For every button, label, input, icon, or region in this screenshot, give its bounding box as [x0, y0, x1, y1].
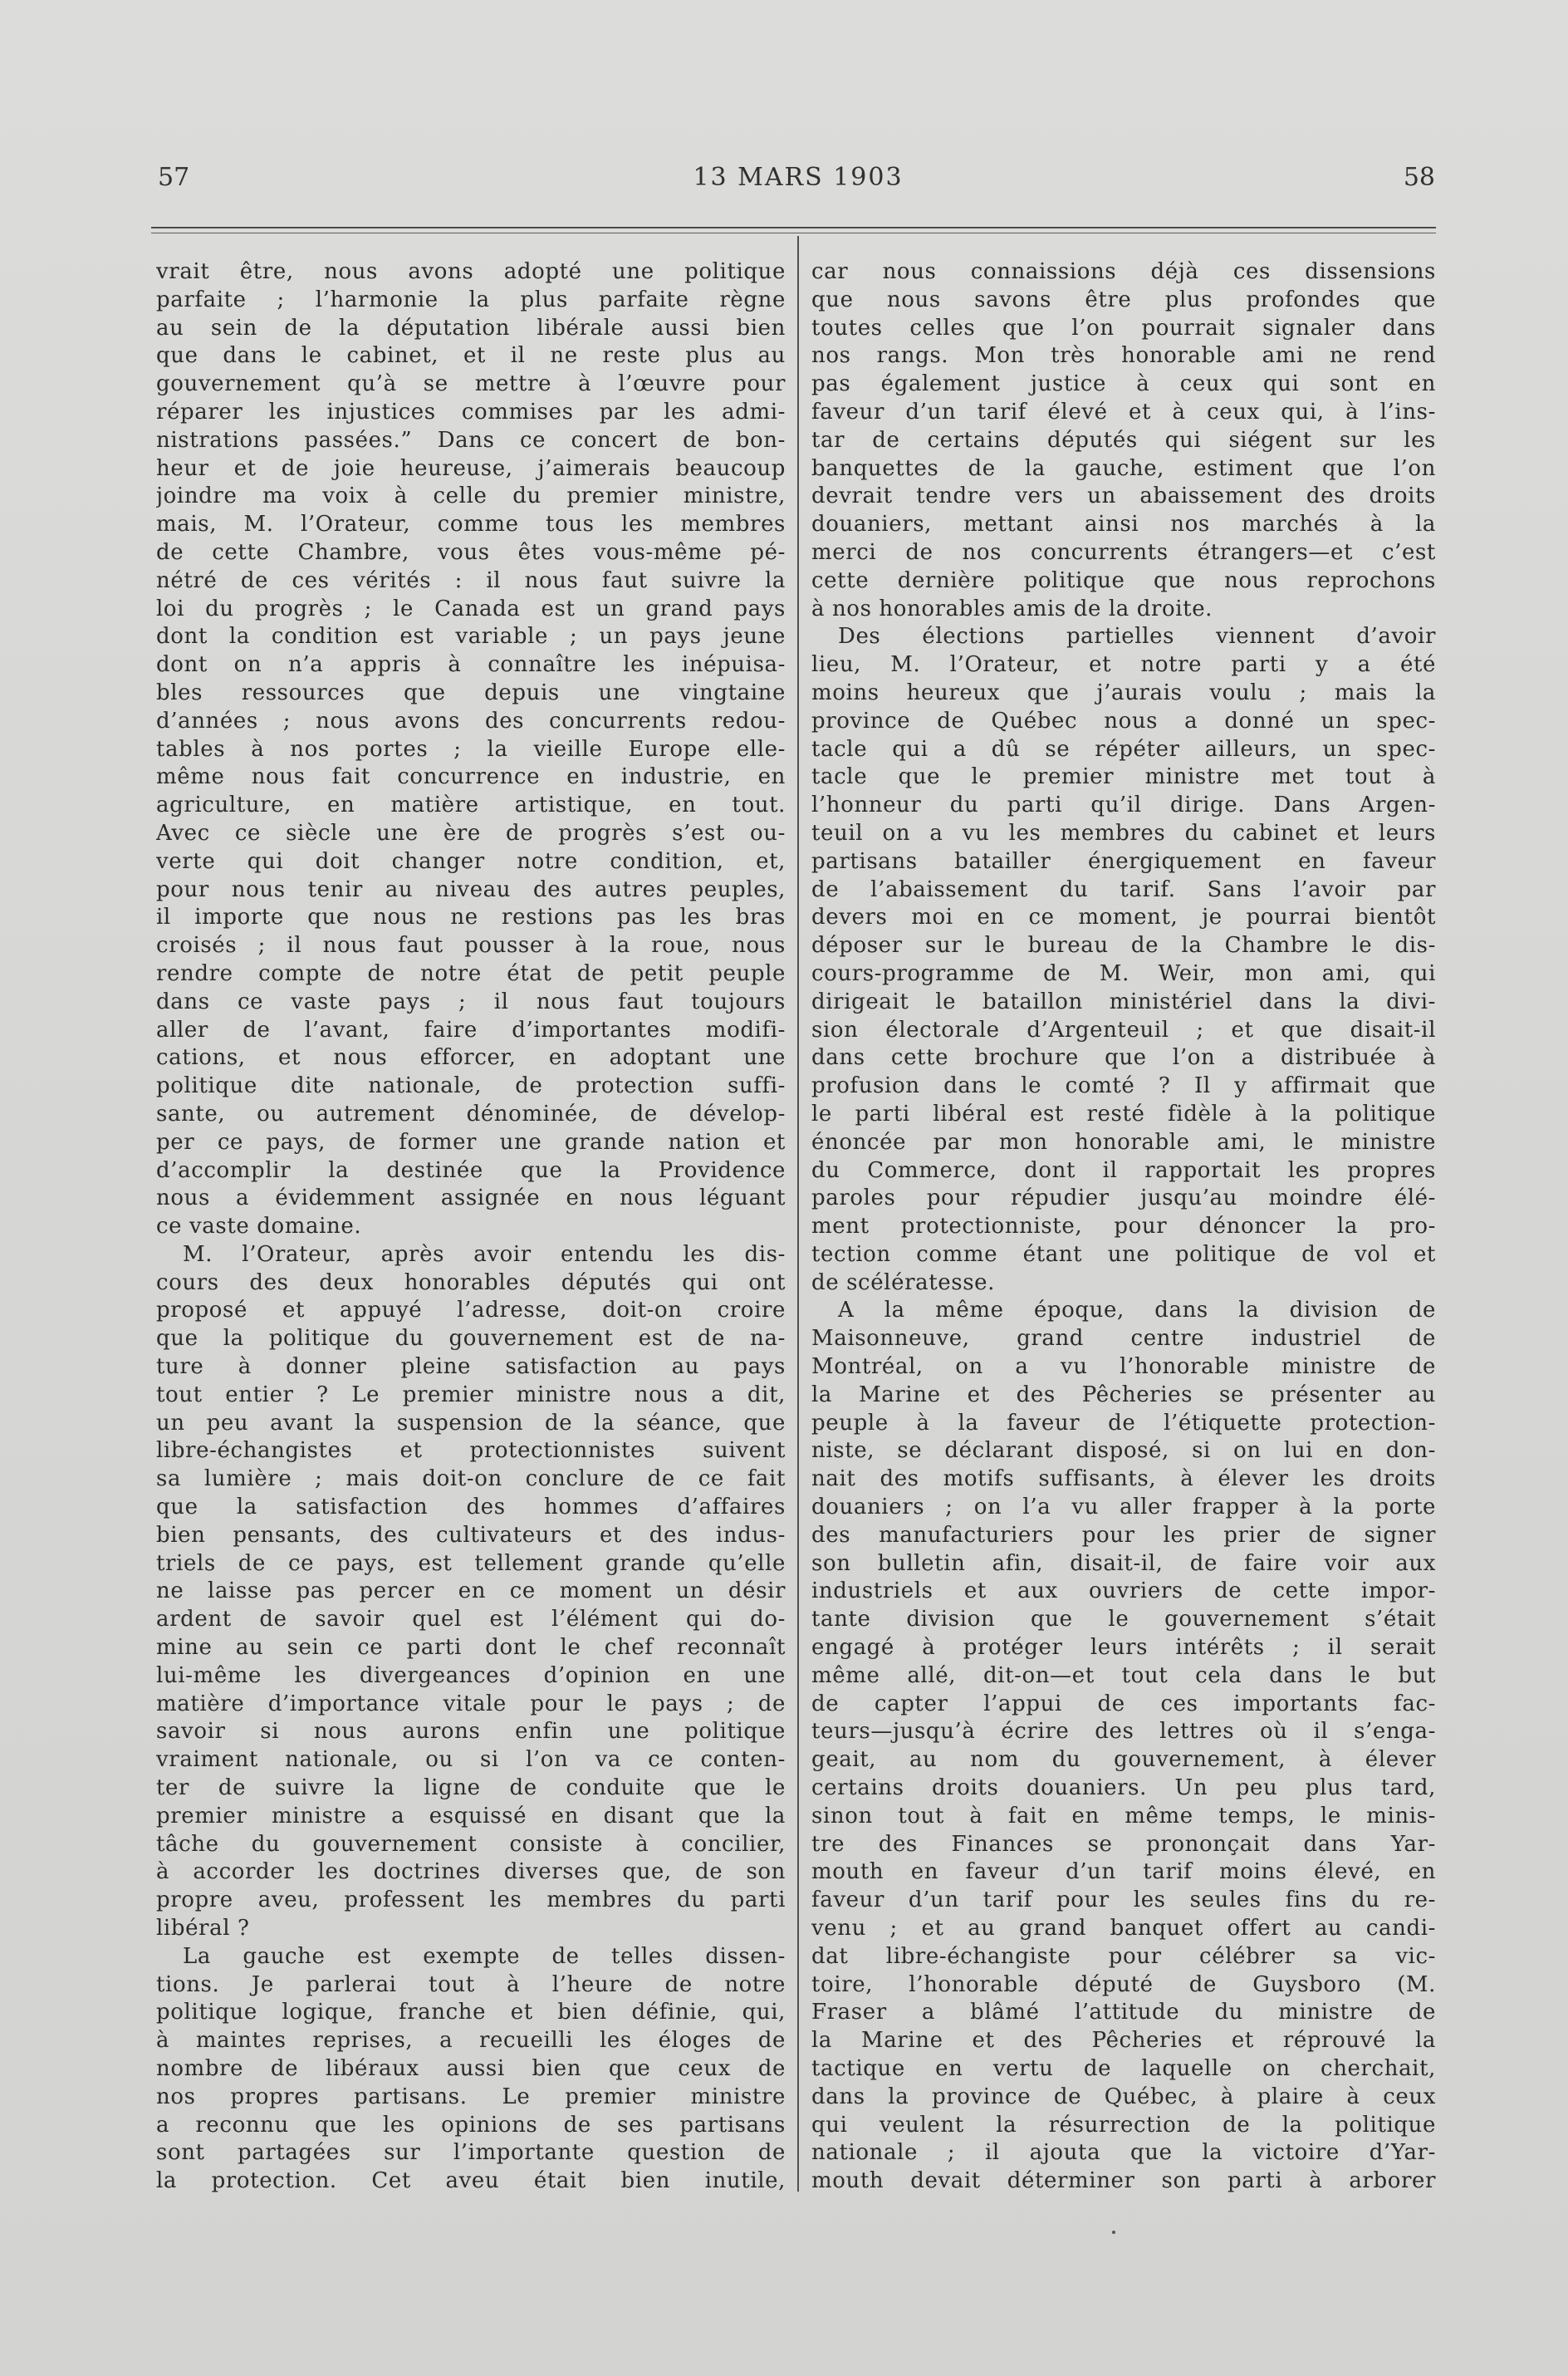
- text-line: de l’abaissement du tarif. Sans l’avoir par: [811, 876, 1436, 902]
- text-line: teurs—jusqu’à écrire des lettres où il s’enga-: [811, 1719, 1436, 1745]
- text-line: profusion dans le comté ? Il y affirmait que: [811, 1073, 1436, 1099]
- text-line: propre aveu, professent les membres du parti: [156, 1888, 786, 1913]
- text-line: bien pensants, des cultivateurs et des indus-: [156, 1522, 786, 1548]
- text-line: déposer sur le bureau de la Chambre le dis-: [811, 933, 1436, 959]
- text-line: tacle qui a dû se répéter ailleurs, un spec-: [811, 736, 1436, 762]
- text-line: geait, au nom du gouvernement, à élever: [811, 1747, 1436, 1773]
- text-line: mais, M. l’Orateur, comme tous les membres: [156, 512, 786, 538]
- text-line: le parti libéral est resté fidèle à la politique: [811, 1101, 1436, 1127]
- text-line: joindre ma voix à celle du premier ministre,: [156, 484, 786, 509]
- text-line: un peu avant la suspension de la séance, que: [156, 1410, 786, 1436]
- paragraph: [156, 1943, 786, 2196]
- text-line: nous a évidemment assignée en nous léguant: [156, 1186, 786, 1211]
- text-line: engagé à protéger leurs intérêts ; il serait: [811, 1635, 1436, 1661]
- text-line: tactique en vertu de laquelle on cherchait,: [811, 2056, 1436, 2081]
- text-line: il importe que nous ne restions pas les bras: [156, 905, 786, 930]
- text-line: toire, l’honorable député de Guysboro (M.: [811, 1971, 1436, 1997]
- text-line: dans ce vaste pays ; il nous faut toujours: [156, 989, 786, 1014]
- text-line: cations, et nous efforcer, en adoptant une: [156, 1045, 786, 1071]
- text-line: moins heureux que j’aurais voulu ; mais la: [811, 680, 1436, 705]
- text-line: toutes celles que l’on pourrait signaler dans: [811, 315, 1436, 341]
- text-line: vrait être, nous avons adopté une politique: [156, 259, 786, 284]
- text-line: a reconnu que les opinions de ses partisans: [156, 2112, 786, 2138]
- text-line: pas également justice à ceux qui sont en: [811, 371, 1436, 397]
- text-line: que dans le cabinet, et il ne reste plus au: [156, 343, 786, 369]
- text-line: devrait tendre vers un abaissement des droits: [811, 484, 1436, 509]
- text-line: la protection. Cet aveu était bien inutile,: [156, 2168, 786, 2194]
- text-line: aller de l’avant, faire d’importantes modifi-: [156, 1017, 786, 1043]
- text-line: mouth devait déterminer son parti à arborer: [811, 2168, 1436, 2194]
- text-line: M. l’Orateur, après avoir entendu les dis-: [183, 1241, 786, 1267]
- right-column: [811, 258, 1436, 2196]
- text-line: venu ; et au grand banquet offert au candi-: [811, 1916, 1436, 1942]
- text-line: cette dernière politique que nous reprochons: [811, 567, 1436, 593]
- text-line: nos rangs. Mon très honorable ami ne rend: [811, 343, 1436, 369]
- paragraph: [811, 623, 1436, 1297]
- text-line: ne laisse pas percer en ce moment un désir: [156, 1578, 786, 1604]
- text-line: lieu, M. l’Orateur, et notre parti y a été: [811, 652, 1436, 678]
- text-line: per ce pays, de former une grande nation et: [156, 1129, 786, 1155]
- text-line: parfaite ; l’harmonie la plus parfaite règne: [156, 287, 786, 312]
- text-line: savoir si nous aurons enfin une politique: [156, 1719, 786, 1745]
- text-line: libre-échangistes et protectionnistes suivent: [156, 1438, 786, 1464]
- header-rule-top: [151, 227, 1436, 228]
- text-line: tante division que le gouvernement s’était: [811, 1607, 1436, 1632]
- page-date-header: 13 MARS 1903: [693, 163, 904, 192]
- text-line: ce vaste domaine.: [156, 1214, 362, 1240]
- text-line: à accorder les doctrines diverses que, de son: [156, 1859, 786, 1885]
- column-divider: [797, 236, 799, 2192]
- text-line: niste, se déclarant disposé, si on lui en don-: [811, 1438, 1436, 1464]
- text-line: Des élections partielles viennent d’avoir: [838, 624, 1436, 650]
- text-line: douaniers ; on l’a vu aller frapper à la porte: [811, 1495, 1436, 1520]
- text-line: ment protectionniste, pour dénoncer la pro-: [811, 1214, 1436, 1240]
- text-line: ardent de savoir quel est l’élément qui do-: [156, 1607, 786, 1632]
- text-line: tions. Je parlerai tout à l’heure de notre: [156, 1971, 786, 1997]
- text-line: mouth en faveur d’un tarif moins élevé, en: [811, 1859, 1436, 1885]
- text-line: tables à nos portes ; la vieille Europe elle-: [156, 736, 786, 762]
- text-line: cours des deux honorables députés qui ont: [156, 1269, 786, 1295]
- text-line: tre des Finances se prononçait dans Yar-: [811, 1831, 1436, 1857]
- text-line: bles ressources que depuis une vingtaine: [156, 680, 786, 705]
- text-line: province de Québec nous a donné un spec-: [811, 708, 1436, 734]
- text-line: sont partagées sur l’importante question de: [156, 2140, 786, 2166]
- text-line: nombre de libéraux aussi bien que ceux de: [156, 2056, 786, 2081]
- text-line: tection comme étant une politique de vol et: [811, 1241, 1436, 1267]
- text-line: que la satisfaction des hommes d’affaires: [156, 1495, 786, 1520]
- text-line: que nous savons être plus profondes que: [811, 287, 1436, 312]
- text-line: au sein de la députation libérale aussi bien: [156, 315, 786, 341]
- text-line: du Commerce, dont il rapportait les propres: [811, 1157, 1436, 1183]
- text-line: dont la condition est variable ; un pays jeune: [156, 624, 786, 650]
- paragraph: [811, 1297, 1436, 2196]
- text-line: gouvernement qu’à se mettre à l’œuvre pour: [156, 371, 786, 397]
- text-line: agriculture, en matière artistique, en tout.: [156, 793, 786, 818]
- text-line: de cette Chambre, vous êtes vous-même pé-: [156, 539, 786, 565]
- text-line: la Marine et des Pêcheries se présenter au: [811, 1382, 1436, 1407]
- text-line: premier ministre a esquissé en disant que la: [156, 1803, 786, 1829]
- text-line: énoncée par mon honorable ami, le ministre: [811, 1129, 1436, 1155]
- text-line: même allé, dit-on—et tout cela dans le but: [811, 1662, 1436, 1688]
- text-line: des manufacturiers pour les prier de signer: [811, 1522, 1436, 1548]
- text-line: nationale ; il ajouta que la victoire d’Yar-: [811, 2140, 1436, 2166]
- text-line: nos propres partisans. Le premier ministre: [156, 2084, 786, 2109]
- text-line: à maintes reprises, a recueilli les éloges de: [156, 2028, 786, 2054]
- text-line: devers moi en ce moment, je pourrai bientôt: [811, 905, 1436, 930]
- text-line: loi du progrès ; le Canada est un grand pays: [156, 596, 786, 621]
- text-line: ture à donner pleine satisfaction au pays: [156, 1354, 786, 1380]
- text-line: lui-même les divergeances d’opinion en une: [156, 1662, 786, 1688]
- text-line: industriels et aux ouvriers de cette impor-: [811, 1578, 1436, 1604]
- text-line: cours-programme de M. Weir, mon ami, qui: [811, 960, 1436, 986]
- text-line: partisans batailler énergiquement en faveur: [811, 848, 1436, 874]
- text-line: matière d’importance vitale pour le pays ; de: [156, 1691, 786, 1716]
- text-line: banquettes de la gauche, estiment que l’on: [811, 455, 1436, 481]
- text-line: nait des motifs suffisants, à élever les droits: [811, 1466, 1436, 1492]
- text-line: mine au sein ce parti dont le chef reconnaît: [156, 1635, 786, 1661]
- text-line: A la même époque, dans la division de: [838, 1298, 1436, 1323]
- text-line: faveur d’un tarif pour les seules fins du re-: [811, 1888, 1436, 1913]
- text-line: la Marine et des Pêcheries et réprouvé la: [811, 2028, 1436, 2054]
- text-line: dans la province de Québec, à plaire à ceux: [811, 2084, 1436, 2109]
- text-line: politique dite nationale, de protection suffi-: [156, 1073, 786, 1099]
- text-line: tout entier ? Le premier ministre nous a dit,: [156, 1382, 786, 1407]
- text-line: proposé et appuyé l’adresse, doit-on croire: [156, 1298, 786, 1323]
- paragraph: [811, 258, 1436, 623]
- text-line: Avec ce siècle une ère de progrès s’est ou-: [156, 820, 786, 846]
- text-line: dans cette brochure que l’on a distribuée à: [811, 1045, 1436, 1071]
- text-line: sinon tout à fait en même temps, le minis-: [811, 1803, 1436, 1829]
- text-line: l’honneur du parti qu’il dirige. Dans Argen-: [811, 793, 1436, 818]
- text-line: heur et de joie heureuse, j’aimerais beaucoup: [156, 455, 786, 481]
- text-line: triels de ce pays, est tellement grande qu’elle: [156, 1550, 786, 1576]
- left-column: [156, 258, 786, 2196]
- text-line: vraiment nationale, ou si l’on va ce conten-: [156, 1747, 786, 1773]
- text-line: Maisonneuve, grand centre industriel de: [811, 1326, 1436, 1352]
- text-line: sante, ou autrement dénominée, de dévelop-: [156, 1101, 786, 1127]
- print-speck: [1112, 2231, 1115, 2234]
- text-line: d’années ; nous avons des concurrents redou-: [156, 708, 786, 734]
- text-line: de scélératesse.: [811, 1269, 995, 1295]
- paragraph: [156, 1241, 786, 1943]
- text-line: Montréal, on a vu l’honorable ministre de: [811, 1354, 1436, 1380]
- text-line: sion électorale d’Argenteuil ; et que disait-il: [811, 1017, 1436, 1043]
- text-line: tâche du gouvernement consiste à concilier,: [156, 1831, 786, 1857]
- text-line: merci de nos concurrents étrangers—et c’est: [811, 539, 1436, 565]
- text-line: La gauche est exempte de telles dissen-: [183, 1943, 786, 1969]
- text-line: nétré de ces vérités : il nous faut suivre la: [156, 567, 786, 593]
- text-line: libéral ?: [156, 1916, 250, 1942]
- text-line: teuil on a vu les membres du cabinet et leurs: [811, 820, 1436, 846]
- text-line: son bulletin afin, disait-il, de faire voir aux: [811, 1550, 1436, 1576]
- text-line: faveur d’un tarif élevé et à ceux qui, à l’ins-: [811, 399, 1436, 425]
- text-line: que la politique du gouvernement est de na-: [156, 1326, 786, 1352]
- text-line: dat libre-échangiste pour célébrer sa vic-: [811, 1943, 1436, 1969]
- text-line: d’accomplir la destinée que la Providence: [156, 1157, 786, 1183]
- text-line: à nos honorables amis de la droite.: [811, 596, 1213, 621]
- text-line: verte qui doit changer notre condition, et,: [156, 848, 786, 874]
- text-line: tacle que le premier ministre met tout à: [811, 764, 1436, 790]
- text-line: pour nous tenir au niveau des autres peuples,: [156, 876, 786, 902]
- text-line: politique logique, franche et bien définie, qui,: [156, 2000, 786, 2025]
- text-line: certains droits douaniers. Un peu plus tard,: [811, 1775, 1436, 1801]
- text-line: même nous fait concurrence en industrie, en: [156, 764, 786, 790]
- text-line: qui veulent la résurrection de la politique: [811, 2112, 1436, 2138]
- paragraph: [156, 258, 786, 1241]
- text-line: tar de certains députés qui siégent sur les: [811, 427, 1436, 453]
- text-line: rendre compte de notre état de petit peuple: [156, 960, 786, 986]
- text-line: de capter l’appui de ces importants fac-: [811, 1691, 1436, 1716]
- page-number-right: 58: [1403, 163, 1435, 192]
- page-number-left: 57: [158, 163, 190, 192]
- text-line: douaniers, mettant ainsi nos marchés à la: [811, 512, 1436, 538]
- text-line: paroles pour répudier jusqu’au moindre élé-: [811, 1186, 1436, 1211]
- text-line: nistrations passées.” Dans ce concert de bon-: [156, 427, 786, 453]
- text-line: dirigeait le bataillon ministériel dans la divi-: [811, 989, 1436, 1014]
- text-line: réparer les injustices commises par les admi-: [156, 399, 786, 425]
- text-line: peuple à la faveur de l’étiquette protection-: [811, 1410, 1436, 1436]
- text-line: Fraser a blâmé l’attitude du ministre de: [811, 2000, 1436, 2025]
- text-line: sa lumière ; mais doit-on conclure de ce fait: [156, 1466, 786, 1492]
- text-line: ter de suivre la ligne de conduite que le: [156, 1775, 786, 1801]
- text-line: dont on n’a appris à connaître les inépuisa-: [156, 652, 786, 678]
- text-line: croisés ; il nous faut pousser à la roue, nous: [156, 933, 786, 959]
- text-line: car nous connaissions déjà ces dissensions: [811, 259, 1436, 284]
